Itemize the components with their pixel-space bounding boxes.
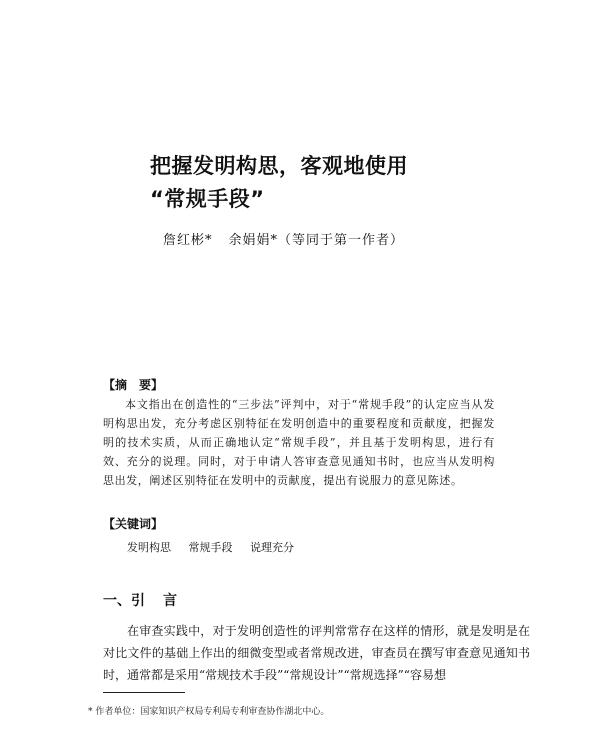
section-heading (103, 590, 177, 610)
title-line-1: 把握发明构思，客观地使用 (150, 154, 408, 178)
abstract-text: 本文指出在创造性的“三步法”评判中，对于“常规手段”的认定应当从发明构思出发，充分考虑区别特征在发明创造中的重要程度和贡献度，把握发明的技术实质，从而正确地认定“常规手段”，并且基于发明构思，进行有效、充分的说理。同时，对于申请人答审查意见通知书时，也应当从发明构思出发，阐述区别特征在发明中的贡献度，提出有说服力的意见陈述。 (103, 398, 495, 487)
author-1: 詹红彬* (163, 233, 213, 248)
keyword-item: 说理充分 (250, 541, 294, 554)
title-line-2: “常规手段” (150, 187, 265, 211)
keyword-item: 常规手段 (188, 541, 233, 554)
footnote-divider (103, 692, 185, 693)
abstract-heading: 【摘 要】 (103, 378, 164, 392)
keywords-list (127, 539, 308, 555)
paper-title (150, 150, 408, 216)
keywords-heading: 【关键词】 (103, 517, 164, 531)
author-2: 余娟娟*（等同于第一作者） (228, 233, 405, 248)
section-paragraph: 在审查实践中，对于发明创造性的评判常常存在这样的情形，就是发明是在对比文件的基础上作出的细微变型或者常规改进，审查员在撰写审查意见通知书时，通常都是采用“常规技术手段”“常规设计”“常规选择”“容易想 (103, 624, 530, 682)
section-title: 言 (163, 593, 177, 609)
keyword-item: 发明构思 (127, 541, 171, 554)
section-number: 一、引 (103, 593, 145, 609)
footnote: * 作者单位：国家知识产权局专利局专利审查协作湖北中心。 (88, 707, 330, 717)
author-list (163, 229, 404, 248)
